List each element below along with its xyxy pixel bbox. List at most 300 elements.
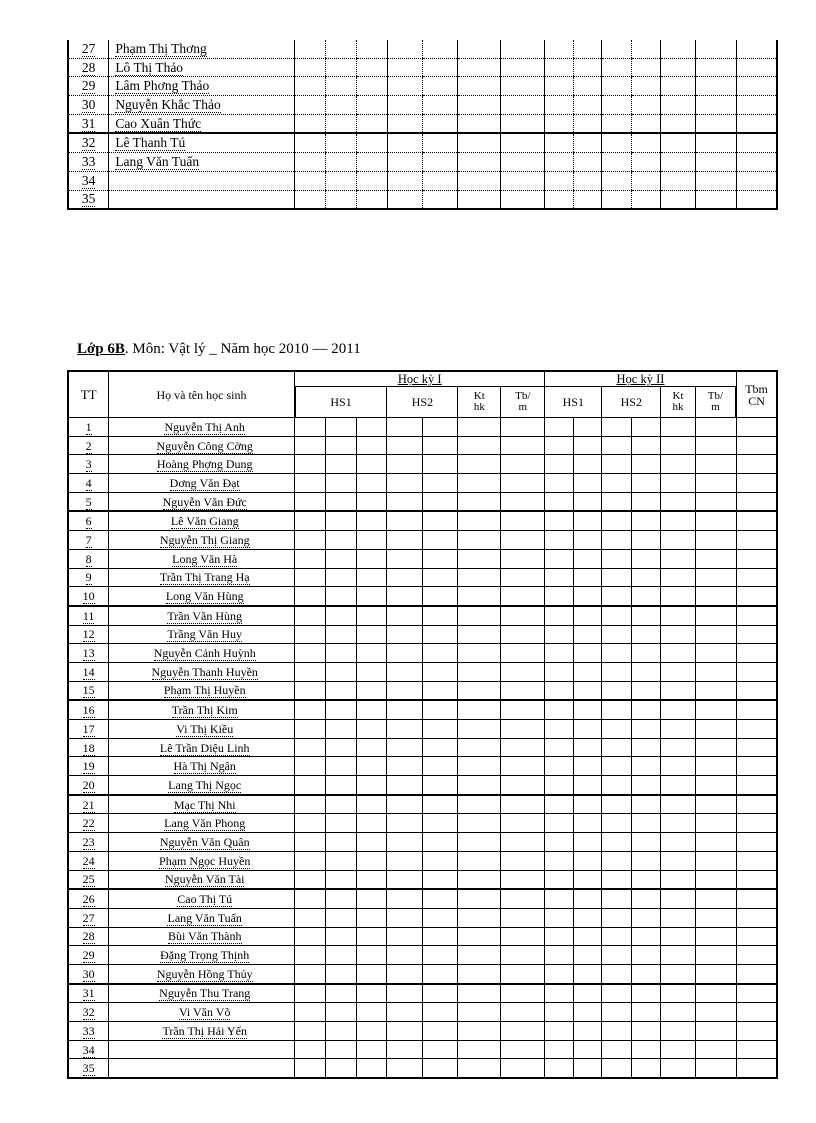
grade-cell (501, 568, 545, 587)
grade-cell (458, 776, 501, 795)
grade-cell (736, 720, 777, 739)
grade-cell (295, 511, 326, 530)
grade-cell (545, 795, 574, 814)
grade-cell (422, 738, 457, 757)
grade-cell (661, 40, 695, 58)
grade-cell (422, 58, 457, 77)
grade-cell (695, 436, 736, 455)
grade-cell (422, 644, 457, 663)
table-row (68, 1003, 777, 1022)
tb-label-s1: Tb/ (515, 390, 531, 402)
grade-cell (632, 795, 661, 814)
grade-cell (422, 511, 457, 530)
table-row (68, 927, 777, 946)
grade-cell (458, 492, 501, 511)
grade-cell (632, 96, 661, 115)
row-number-text: 4 (85, 475, 92, 490)
grade-cell (574, 908, 602, 927)
grade-cell (574, 738, 602, 757)
grade-cell (574, 190, 602, 209)
grade-cell (422, 1022, 457, 1041)
grade-cell (695, 171, 736, 190)
row-number (68, 58, 109, 77)
grade-cell (458, 964, 501, 983)
grade-cell (695, 40, 736, 58)
student-name (109, 776, 295, 795)
row-number-text: 23 (82, 834, 95, 849)
grade-cell (326, 1040, 357, 1059)
grade-cell (387, 984, 422, 1003)
row-number-text: 28 (81, 59, 96, 75)
grade-cell (422, 662, 457, 681)
grade-cell (326, 1022, 357, 1041)
row-number-text: 32 (82, 1005, 95, 1020)
grade-cell (602, 1022, 632, 1041)
row-number-text: 13 (82, 646, 95, 661)
grade-cell (545, 511, 574, 530)
grade-cell (326, 795, 357, 814)
grade-cell (422, 153, 457, 172)
row-number (68, 870, 109, 889)
grade-cell (422, 114, 457, 133)
grade-cell (602, 511, 632, 530)
grade-cell (422, 795, 457, 814)
table-row (68, 58, 777, 77)
header-hs2-s1: HS2 (387, 387, 458, 418)
header-tbm-s2 (695, 387, 736, 418)
grade-cell (295, 964, 326, 983)
grade-cell (387, 776, 422, 795)
grade-cell (545, 1003, 574, 1022)
row-number-text: 29 (81, 78, 96, 94)
grade-cell (458, 681, 501, 700)
grade-cell (695, 568, 736, 587)
row-number (68, 984, 109, 1003)
grade-cell (661, 908, 695, 927)
student-name-text: Lô Thị Thảo (115, 59, 184, 75)
grade-cell (661, 1059, 695, 1078)
student-name-text: Vi Văn Võ (178, 1005, 231, 1020)
grade-cell (422, 549, 457, 568)
row-number (68, 114, 109, 133)
student-name (109, 1003, 295, 1022)
grade-cell (661, 455, 695, 474)
grade-cell (661, 795, 695, 814)
grade-cell (602, 927, 632, 946)
grade-cell (326, 889, 357, 908)
grade-cell (357, 606, 387, 625)
grade-cell (545, 946, 574, 965)
grade-cell (545, 190, 574, 209)
student-name (109, 625, 295, 644)
grade-cell (501, 114, 545, 133)
table-row (68, 700, 777, 719)
grade-cell (661, 870, 695, 889)
row-number (68, 851, 109, 870)
grade-cell (602, 133, 632, 152)
grade-cell (545, 58, 574, 77)
row-number (68, 795, 109, 814)
student-name (109, 96, 295, 115)
grade-cell (695, 474, 736, 493)
student-name (109, 1040, 295, 1059)
grade-cell (387, 681, 422, 700)
grade-cell (387, 58, 422, 77)
grade-cell (387, 40, 422, 58)
table-row (68, 1040, 777, 1059)
row-number-text: 17 (82, 721, 95, 736)
grade-cell (736, 418, 777, 437)
grade-cell (387, 606, 422, 625)
grade-cell (632, 531, 661, 550)
student-name (109, 908, 295, 927)
header-tbm-cn (736, 371, 777, 418)
row-number (68, 1040, 109, 1059)
grade-cell (387, 870, 422, 889)
grade-cell (326, 644, 357, 663)
grade-cell (387, 96, 422, 115)
grade-cell (736, 870, 777, 889)
table-row (68, 984, 777, 1003)
grade-cell (574, 436, 602, 455)
grade-cell (695, 133, 736, 152)
grade-cell (736, 738, 777, 757)
grade-cell (501, 625, 545, 644)
grade-cell (357, 587, 387, 606)
student-name-text: Lang Văn Phong (164, 816, 246, 831)
grade-cell (661, 153, 695, 172)
grade-cell (574, 606, 602, 625)
grade-cell (736, 625, 777, 644)
table-row (68, 531, 777, 550)
grade-cell (736, 96, 777, 115)
table-row (68, 1059, 777, 1078)
table-row (68, 474, 777, 493)
grade-cell (357, 1040, 387, 1059)
grade-cell (661, 1003, 695, 1022)
grade-cell (458, 757, 501, 776)
grade-cell (545, 1040, 574, 1059)
grade-cell (632, 776, 661, 795)
grade-cell (695, 681, 736, 700)
grade-cell (574, 96, 602, 115)
grade-cell (695, 1040, 736, 1059)
row-number-text: 31 (81, 115, 96, 131)
grade-cell (736, 153, 777, 172)
grade-cell (602, 587, 632, 606)
row-number (68, 549, 109, 568)
grade-cell (387, 418, 422, 437)
grade-cell (357, 436, 387, 455)
student-name (109, 190, 295, 209)
grade-cell (602, 455, 632, 474)
grade-cell (295, 908, 326, 927)
subject-year: . Môn: Vật lý _ Năm học 2010 — 2011 (124, 341, 361, 357)
grade-cell (602, 700, 632, 719)
student-name-text: Trần Thị Kim (171, 703, 238, 718)
grade-cell (422, 492, 457, 511)
table-row (68, 644, 777, 663)
grade-cell (574, 1022, 602, 1041)
grade-cell (458, 870, 501, 889)
student-name (109, 814, 295, 833)
header-tt: TT (68, 371, 109, 418)
grade-cell (357, 40, 387, 58)
grade-cell (632, 549, 661, 568)
grade-cell (422, 1003, 457, 1022)
grade-cell (387, 889, 422, 908)
grade-cell (501, 1022, 545, 1041)
grade-cell (458, 700, 501, 719)
grade-cell (545, 984, 574, 1003)
table-row (68, 77, 777, 96)
grade-cell (387, 114, 422, 133)
grade-cell (736, 984, 777, 1003)
header-hs1-s1: HS1 (295, 387, 387, 418)
grade-cell (632, 606, 661, 625)
grade-cell (458, 927, 501, 946)
student-name (109, 58, 295, 77)
row-number (68, 662, 109, 681)
row-number (68, 171, 109, 190)
grade-cell (501, 984, 545, 1003)
grade-cell (326, 171, 357, 190)
student-name-text: Mạc Thị Nhi (173, 797, 236, 812)
grade-cell (661, 644, 695, 663)
grade-cell (501, 814, 545, 833)
grade-cell (695, 531, 736, 550)
table-row (68, 738, 777, 757)
grade-cell (545, 1022, 574, 1041)
grade-cell (326, 738, 357, 757)
student-name (109, 171, 295, 190)
row-number-text: 24 (82, 853, 95, 868)
student-name (109, 662, 295, 681)
row-number (68, 568, 109, 587)
grade-cell (736, 77, 777, 96)
grade-cell (661, 757, 695, 776)
m-label-s1: m (518, 401, 528, 413)
grade-cell (545, 889, 574, 908)
row-number (68, 606, 109, 625)
grade-cell (295, 587, 326, 606)
grade-cell (545, 418, 574, 437)
row-number-text: 33 (81, 153, 96, 169)
grade-cell (632, 984, 661, 1003)
grade-cell (736, 776, 777, 795)
grade-cell (387, 700, 422, 719)
grade-cell (545, 776, 574, 795)
grade-cell (501, 776, 545, 795)
grade-cell (695, 814, 736, 833)
grade-cell (295, 851, 326, 870)
grade-cell (574, 171, 602, 190)
grade-cell (736, 474, 777, 493)
grade-cell (602, 58, 632, 77)
grade-cell (458, 833, 501, 852)
row-number-text: 5 (85, 494, 92, 509)
grade-cell (387, 927, 422, 946)
grade-cell (387, 644, 422, 663)
grade-cell (357, 795, 387, 814)
grade-cell (695, 720, 736, 739)
grade-cell (695, 492, 736, 511)
row-number (68, 757, 109, 776)
row-number (68, 190, 109, 209)
student-name-text: Lang Thị Ngọc (168, 777, 242, 792)
grade-cell (602, 833, 632, 852)
row-number-text: 18 (82, 740, 95, 755)
grade-cell (632, 681, 661, 700)
grade-cell (736, 114, 777, 133)
grade-cell (574, 795, 602, 814)
header-tbm-s1 (501, 387, 545, 418)
grade-cell (422, 851, 457, 870)
grade-cell (545, 700, 574, 719)
grade-cell (695, 587, 736, 606)
grade-cell (458, 153, 501, 172)
grade-cell (695, 153, 736, 172)
student-name-text: Lang Văn Tuấn (115, 153, 200, 169)
grade-cell (458, 436, 501, 455)
grade-cell (501, 492, 545, 511)
grade-cell (501, 927, 545, 946)
table-row (68, 720, 777, 739)
grade-cell (632, 418, 661, 437)
grade-cell (357, 946, 387, 965)
grade-cell (574, 927, 602, 946)
grade-cell (387, 587, 422, 606)
student-name (109, 681, 295, 700)
grade-cell (357, 984, 387, 1003)
grade-cell (458, 889, 501, 908)
grade-cell (736, 833, 777, 852)
table-row (68, 662, 777, 681)
row-number-text: 27 (82, 910, 95, 925)
grade-cell (458, 1003, 501, 1022)
grade-cell (545, 114, 574, 133)
grade-cell (736, 455, 777, 474)
student-name (109, 644, 295, 663)
grade-cell (501, 946, 545, 965)
grade-cell (422, 568, 457, 587)
grade-cell (545, 681, 574, 700)
grade-cell (736, 511, 777, 530)
student-name (109, 889, 295, 908)
grade-cell (357, 1003, 387, 1022)
grade-cell (602, 77, 632, 96)
row-number (68, 814, 109, 833)
grade-cell (295, 1003, 326, 1022)
grade-cell (632, 587, 661, 606)
grade-cell (545, 606, 574, 625)
grade-cell (661, 964, 695, 983)
student-name (109, 455, 295, 474)
grade-cell (736, 436, 777, 455)
student-name-text: Dơng Văn Đạt (169, 475, 240, 490)
grade-cell (295, 1040, 326, 1059)
grade-cell (458, 606, 501, 625)
grade-cell (357, 1022, 387, 1041)
grade-cell (602, 776, 632, 795)
grade-cell (458, 511, 501, 530)
grade-cell (295, 662, 326, 681)
grade-cell (422, 720, 457, 739)
grade-cell (602, 984, 632, 1003)
grade-cell (632, 833, 661, 852)
grade-cell (295, 814, 326, 833)
grade-cell (632, 455, 661, 474)
grade-cell (545, 474, 574, 493)
grade-cell (387, 492, 422, 511)
grade-cell (736, 700, 777, 719)
grade-cell (695, 1003, 736, 1022)
grade-cell (574, 757, 602, 776)
grade-cell (295, 927, 326, 946)
grade-cell (501, 171, 545, 190)
grade-cell (574, 474, 602, 493)
grade-cell (545, 720, 574, 739)
grade-cell (632, 1040, 661, 1059)
grade-cell (695, 190, 736, 209)
student-name (109, 587, 295, 606)
grade-cell (661, 814, 695, 833)
grade-cell (295, 1022, 326, 1041)
grade-cell (458, 190, 501, 209)
student-name (109, 1059, 295, 1078)
grade-cell (661, 606, 695, 625)
grade-cell (326, 908, 357, 927)
grade-cell (736, 568, 777, 587)
grade-cell (602, 851, 632, 870)
header-name: Họ và tên học sinh (109, 371, 295, 418)
grade-cell (357, 814, 387, 833)
row-number-text: 10 (82, 589, 95, 604)
table-row (68, 964, 777, 983)
hk-label-s2: hk (672, 401, 684, 413)
grade-cell (458, 96, 501, 115)
grade-cell (695, 738, 736, 757)
grade-cell (357, 720, 387, 739)
grade-cell (295, 58, 326, 77)
student-name (109, 114, 295, 133)
grade-cell (574, 531, 602, 550)
row-number (68, 587, 109, 606)
grade-cell (736, 1003, 777, 1022)
grade-cell (295, 946, 326, 965)
grade-cell (357, 171, 387, 190)
grade-cell (602, 908, 632, 927)
grade-cell (326, 1003, 357, 1022)
grade-cell (295, 531, 326, 550)
grade-cell (661, 1022, 695, 1041)
tb-label-s2: Tb/ (707, 390, 724, 402)
grade-cell (458, 418, 501, 437)
grade-cell (602, 814, 632, 833)
grade-cell (326, 58, 357, 77)
grade-cell (387, 964, 422, 983)
student-name-text: Nguyễn Văn Quân (159, 834, 250, 849)
grade-cell (574, 851, 602, 870)
grade-cell (458, 795, 501, 814)
grade-cell (661, 568, 695, 587)
grade-cell (695, 625, 736, 644)
grade-cell (501, 190, 545, 209)
row-number (68, 492, 109, 511)
grade-cell (326, 587, 357, 606)
grade-cell (458, 1040, 501, 1059)
grade-cell (458, 738, 501, 757)
